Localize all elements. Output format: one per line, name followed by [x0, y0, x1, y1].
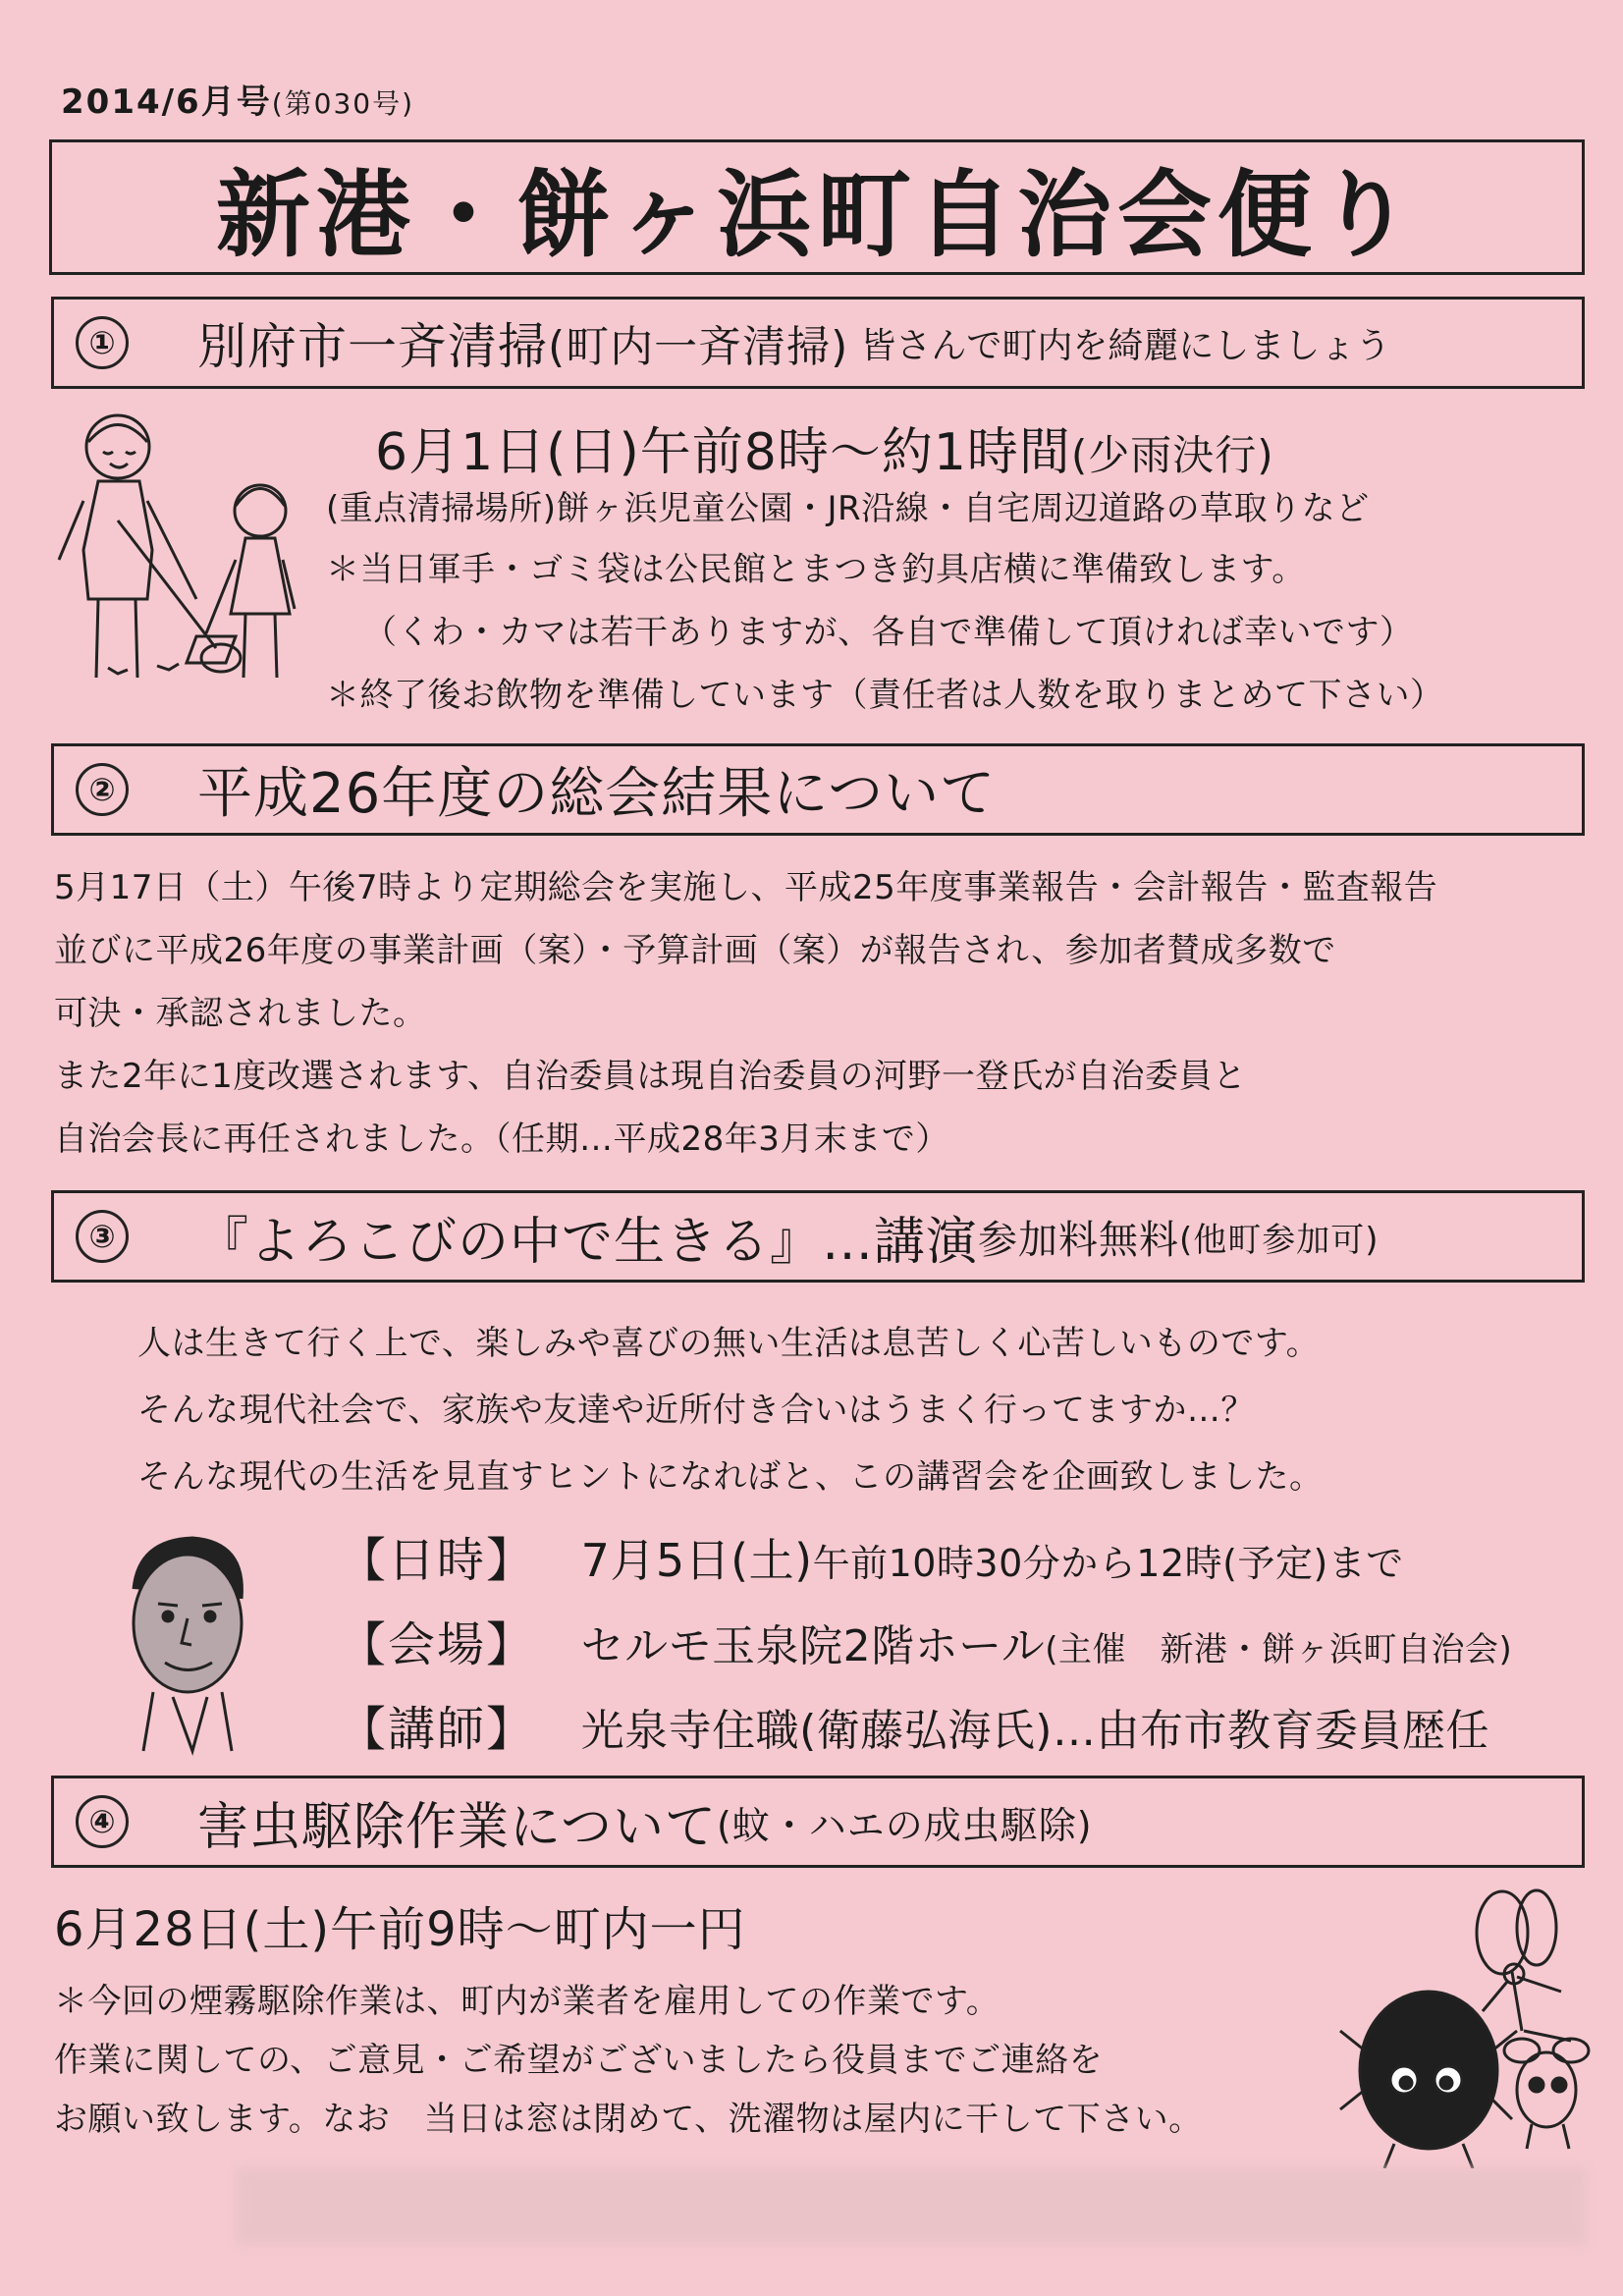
section4-line-1: ＊今回の煙霧駆除作業は、町内が業者を雇用しての作業です。 — [54, 1982, 1001, 2021]
section1-line-3: （くわ・カマは若干ありますが、各自で準備して頂ければ幸いです） — [363, 613, 1414, 652]
section3-line-1: 人は生きて行く上で、楽しみや喜びの無い生活は息苦しく心苦しいものです。 — [137, 1324, 1321, 1363]
footer-redacted-strip — [236, 2168, 1587, 2245]
section1-datetime-note: (少雨決行) — [1070, 431, 1274, 479]
issue-sub: (第030号) — [271, 87, 415, 120]
newsletter-title: 新港・餅ヶ浜町自治会便り — [216, 159, 1418, 270]
section3-number: ③ — [76, 1210, 129, 1263]
section1-datetime-line — [375, 410, 1274, 484]
detail-label-lecturer: 【講師】 — [339, 1702, 536, 1757]
section1-note: 皆さんで町内を綺麗にしましょう — [860, 325, 1391, 366]
detail-label-venue: 【会場】 — [339, 1617, 536, 1672]
detail-label-datetime: 【日時】 — [339, 1533, 536, 1588]
section2-line-5: 自治会長に再任されました。（任期…平成28年3月末まで） — [54, 1120, 949, 1159]
section2-line-4: また2年に1度改選されます、自治委員は現自治委員の河野一登氏が自治委員と — [54, 1057, 1247, 1096]
section4-line-3: お願い致します。なお 当日は窓は閉めて、洗濯物は屋内に干して下さい。 — [54, 2100, 1203, 2139]
detail-value-venue-sub: (主催 新港・餅ヶ浜町自治会) — [1045, 1630, 1513, 1669]
cleaning-people-illustration — [49, 403, 324, 697]
issue-main: 2014/6月号 — [61, 82, 272, 122]
section1-line-4: ＊終了後お飲物を準備しています（責任者は人数を取りまとめて下さい） — [326, 676, 1444, 715]
section1-line-1: (重点清掃場所)餅ヶ浜児童公園・JR沿線・自宅周辺道路の草取りなど — [326, 489, 1370, 528]
section1-title-paren: (町内一斉清掃) — [548, 322, 849, 372]
issue-line — [61, 75, 414, 123]
section3-line-2: そんな現代社会で、家族や友達や近所付き合いはうまく行ってますか…？ — [137, 1391, 1255, 1430]
section3-line-3: そんな現代の生活を見直すヒントになればと、この講習会を企画致しました。 — [137, 1457, 1324, 1497]
speaker-caricature-illustration — [84, 1520, 281, 1756]
section2-line-1: 5月17日（土）午後7時より定期総会を実施し、平成25年度事業報告・会計報告・監査報告 — [54, 868, 1438, 907]
section1-number: ① — [76, 316, 129, 369]
section3-title-fee: 参加料無料 — [978, 1217, 1180, 1263]
section2-line-3: 可決・承認されました。 — [54, 994, 427, 1033]
section4-line-2: 作業に関しての、ご意見・ご希望がございましたら役員までご連絡を — [54, 2041, 1104, 2080]
section2-line-2: 並びに平成26年度の事業計画（案）・予算計画（案）が報告され、参加者賛成多数で — [54, 931, 1336, 970]
detail-value-datetime-sub: 午前10時30分から12時(予定)まで — [812, 1542, 1404, 1585]
section4-title: 害虫駆除作業について — [197, 1797, 717, 1857]
section4-datetime: 6月28日(土)午前9時～町内一円 — [54, 1902, 746, 1957]
section2-title: 平成26年度の総会結果について — [197, 762, 997, 826]
section1-title: 別府市一斉清掃 — [197, 318, 548, 375]
section2-header — [51, 743, 1585, 836]
detail-value-datetime: 7月5日(土) — [580, 1534, 813, 1587]
section4-header — [51, 1776, 1585, 1868]
section1-line-2: ＊当日軍手・ゴミ袋は公民館とまつき釣具店横に準備致します。 — [326, 550, 1306, 589]
section3-title-note: (他町参加可) — [1179, 1220, 1380, 1260]
section3-header — [51, 1190, 1585, 1283]
detail-value-lecturer: 光泉寺住職(衛藤弘海氏)…由布市教育委員歴任 — [580, 1706, 1489, 1756]
section2-number: ② — [76, 763, 129, 816]
section3-detail-venue — [339, 1607, 1512, 1674]
section3-title: 『よろこびの中で生きる』…講演 — [197, 1212, 979, 1272]
section1-header — [51, 297, 1585, 389]
section3-detail-datetime — [339, 1522, 1404, 1590]
detail-value-venue: セルモ玉泉院2階ホール — [580, 1621, 1046, 1671]
newsletter-title-box — [49, 139, 1585, 275]
section1-datetime: 6月1日(日)午前8時～約1時間 — [375, 423, 1071, 482]
section4-number: ④ — [76, 1795, 129, 1848]
insects-illustration — [1335, 1884, 1591, 2168]
section4-title-paren: (蚊・ハエの成虫駆除) — [716, 1803, 1093, 1847]
section3-detail-lecturer — [339, 1691, 1489, 1759]
